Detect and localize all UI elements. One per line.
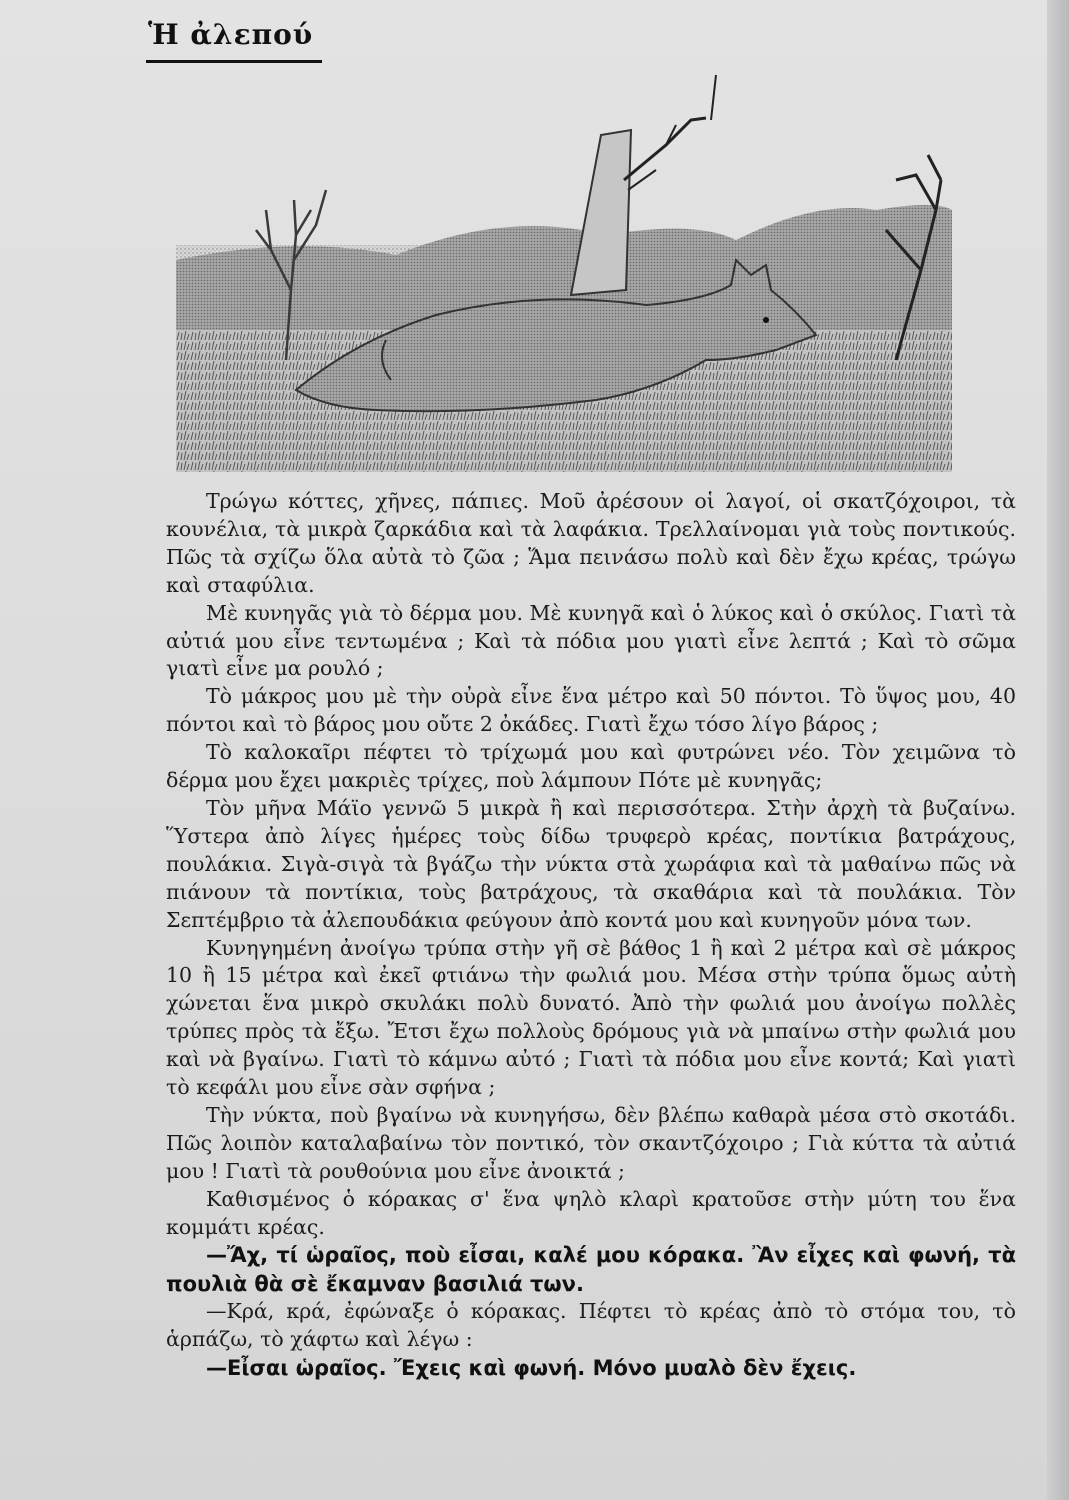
dialog-flattery: —Ἄχ, τί ὡραῖος, ποὺ εἶσαι, καλέ μου κόρακα. Ἂν εἶχες καὶ φωνή, τὰ πουλιὰ θὰ σὲ ἔκαμναν βασιλιά των. [166, 1243, 1016, 1296]
paragraph-den: Κυνηγημένη ἀνοίγω τρύπα στὴν γῆ σὲ βάθος 1 ἢ καὶ 2 μέτρα καὶ σὲ μάκρος 10 ἢ 15 μέτρα καὶ ἐκεῖ φτιάνω τὴν φωλιά μου. Μέσα στὴν τρύπα ὅμως αὐτὴ χώνεται ἕνα μικρὸ σκυλάκι πολὺ δυνατό. Ἀπὸ τὴν φωλιά μου ἀνοίγω πολλὲς τρύπες πρὸς τὰ ἔξω. Ἔτσι ἔχω πολλοὺς δρόμους γιὰ νὰ μπαίνω στὴν φωλιά μου καὶ νὰ βγαίνω. Γιατὶ τὸ κάμνω αὐτό ; Γιατὶ τὰ πόδια μου εἶνε κοντά; Καὶ γιατὶ τὸ κεφάλι μου εἶνε σὰν σφήνα ; [166, 935, 1016, 1100]
page-title: Ἡ ἀλεπού [148, 18, 314, 51]
paragraph-night: Τὴν νύκτα, ποὺ βγαίνω νὰ κυνηγήσω, δὲν βλέπω καθαρὰ μέσα στὸ σκοτάδι. Πῶς λοιπὸν καταλαβαίνω τὸν ποντικό, τὸν σκαντζόχοιρο ; Γιὰ κύττα τὰ αὐτιά μου ! Γιατὶ τὰ ρουθούνια μου εἶνε ἀνοικτά ; [166, 1102, 1016, 1183]
story-text [166, 488, 1016, 1383]
paragraph-foods: Τρώγω κόττες, χῆνες, πάπιες. Μοῦ ἀρέσουν οἱ λαγοί, οἱ σκατζόχοιροι, τὰ κουνέλια, τὰ μικρὰ ζαρκάδια καὶ τὰ λαφάκια. Τρελλαίνομαι γιὰ τοὺς ποντικούς. Πῶς τὰ σχίζω ὅλα αὐτὰ τὸ ζῶα ; Ἅμα πεινάσω πολὺ καὶ δὲν ἔχω κρέας, τρώγω καὶ σταφύλια. [166, 489, 1016, 597]
narration-crow-caw: —Κρά, κρά, ἐφώναξε ὁ κόρακας. Πέφτει τὸ κρέας ἀπὸ τὸ στόμα του, τὸ ἁρπάζω, τὸ χάφτω καὶ λέγω : [166, 1299, 1016, 1352]
paragraph-hunted: Μὲ κυνηγᾶς γιὰ τὸ δέρμα μου. Μὲ κυνηγᾶ καὶ ὁ λύκος καὶ ὁ σκύλος. Γιατὶ τὰ αὐτιά μου εἶνε τεντωμένα ; Καὶ τὰ πόδια μου γιατὶ εἶνε λεπτά ; Καὶ τὸ σῶμα γιατὶ εἶνε μα ρουλό ; [166, 600, 1016, 681]
page-edge-shadow [1047, 0, 1069, 1500]
paragraph-crow: Καθισμένος ὁ κόρακας σ' ἕνα ψηλὸ κλαρὶ κρατοῦσε στὴν μύτη του ἕνα κομμάτι κρέας. [166, 1186, 1016, 1239]
paragraph-fur: Τὸ καλοκαῖρι πέφτει τὸ τρίχωμά μου καὶ φυτρώνει νέο. Τὸν χειμῶνα τὸ δέρμα μου ἔχει μακριὲς τρίχες, ποὺ λάμπουν Πότε μὲ κυνηγᾶς; [166, 740, 1016, 793]
dialog-moral: —Εἶσαι ὡραῖος. Ἔχεις καὶ φωνή. Μόνο μυαλὸ δὲν ἔχεις. [206, 1356, 857, 1381]
paragraph-size: Τὸ μάκρος μου μὲ τὴν οὐρὰ εἶνε ἕνα μέτρο καὶ 50 πόντοι. Τὸ ὕψος μου, 40 πόντοι καὶ τὸ βάρος μου οὔτε 2 ὀκάδες. Γιατὶ ἔχω τόσο λίγο βάρος ; [166, 684, 1016, 737]
fox-illustration [176, 60, 952, 472]
paragraph-cubs: Τὸν μῆνα Μάϊο γεννῶ 5 μικρὰ ἢ καὶ περισσότερα. Στὴν ἀρχὴ τὰ βυζαίνω. Ὕστερα ἀπὸ λίγες ἡμέρες τοὺς δίδω τρυφερὸ κρέας, ποντίκια βατράχους, πουλάκια. Σιγὰ-σιγὰ τὰ βγάζω τὴν νύκτα στὰ χωράφια καὶ τὰ μαθαίνω πῶς νὰ πιάνουν τὰ ποντίκια, τοὺς βατράχους, τὰ σκαθάρια καὶ τὰ πουλάκια. Τὸν Σεπτέμβριο τὰ ἀλεπουδάκια φεύγουν ἀπὸ κοντά μου καὶ κυνηγοῦν μόνα των. [166, 795, 1016, 932]
